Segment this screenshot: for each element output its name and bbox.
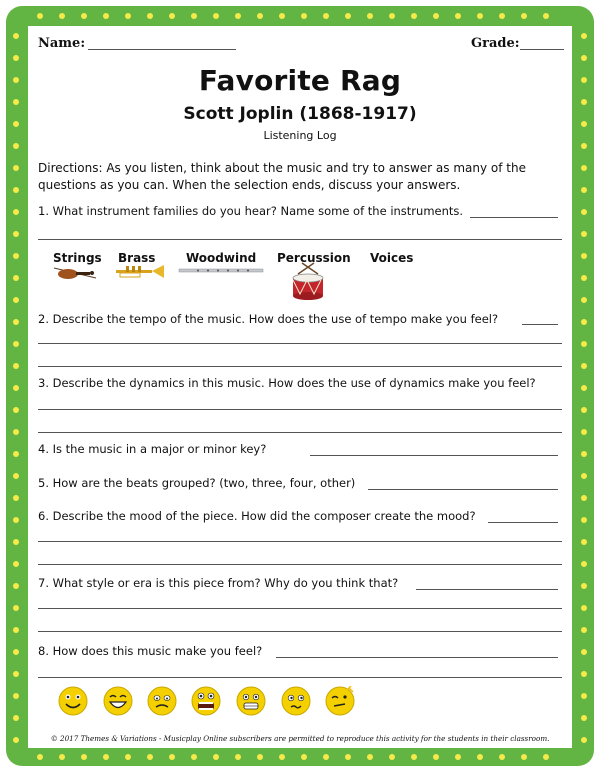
border-dot [477,13,483,19]
border-dot [581,121,587,127]
border-dot [13,143,19,149]
question-6: 6. Describe the mood of the piece. How did the composer create the mood? [38,509,476,523]
instrument-brass-label: Brass [118,251,156,265]
copyright-footer: © 2017 Themes & Variations - Musicplay Online subscribers are permitted to reproduce this activity for the students in their classroom. [50,734,550,743]
border-dot [13,693,19,699]
border-dot [59,754,65,760]
border-dot [81,754,87,760]
border-dot [13,363,19,369]
border-dot [13,385,19,391]
nervous-face-icon [236,686,266,716]
page-title: Favorite Rag [198,64,402,97]
border-dot [13,99,19,105]
question-7: 7. What style or era is this piece from? Why do you think that? [38,576,399,590]
border-dot [13,165,19,171]
border-dot [581,737,587,743]
border-dot [323,754,329,760]
border-dot [581,297,587,303]
border-dot [367,754,373,760]
answer-line[interactable] [38,366,562,367]
directions-text: Directions: As you listen, think about the music and try to answer as many of the questions as you can. When the selection ends, discuss your answers. [38,161,526,192]
answer-line[interactable] [38,608,562,609]
border-dot [257,13,263,19]
answer-line[interactable] [38,432,562,433]
answer-line[interactable] [38,343,562,344]
answer-line[interactable] [38,239,562,240]
border-dot [191,754,197,760]
border-dot [411,754,417,760]
border-dot [543,13,549,19]
border-dot [433,754,439,760]
border-dot [13,121,19,127]
border-dot [59,13,65,19]
grade-label: Grade: [471,36,520,51]
border-dot [13,33,19,39]
flute-icon [178,267,264,275]
border-dot [581,275,587,281]
border-dot [257,754,263,760]
border-dot [13,231,19,237]
happy-face-icon [58,686,88,716]
border-dot [13,517,19,523]
border-dot [521,13,527,19]
question-3: 3. Describe the dynamics in this music. How does the use of dynamics make you feel? [38,376,536,390]
answer-line[interactable] [38,677,562,678]
border-dot [581,649,587,655]
border-dot [13,407,19,413]
border-dot [345,754,351,760]
name-field[interactable] [88,49,236,50]
thinking-face-icon [325,686,355,716]
answer-5-inline[interactable] [368,489,558,490]
border-dot [389,13,395,19]
answer-6-inline[interactable] [488,522,558,523]
border-dot [455,13,461,19]
border-dot [13,473,19,479]
border-dot [367,13,373,19]
instrument-percussion-label: Percussion [277,251,351,265]
border-dot [301,754,307,760]
border-dot [581,627,587,633]
border-dot [279,754,285,760]
border-dot [37,754,43,760]
border-dot [581,473,587,479]
border-dot [411,13,417,19]
border-dot [13,253,19,259]
border-dot [581,605,587,611]
border-dot [581,561,587,567]
instrument-voices-label: Voices [370,251,414,265]
border-dot [477,754,483,760]
border-dot [499,13,505,19]
border-dot [581,429,587,435]
border-dot [13,539,19,545]
border-dot [433,13,439,19]
border-dot [13,627,19,633]
border-dot [581,363,587,369]
answer-7-inline[interactable] [416,589,558,590]
border-dot [13,341,19,347]
border-dot [13,275,19,281]
border-dot [169,13,175,19]
answer-8-inline[interactable] [276,657,558,658]
border-dot [499,754,505,760]
border-dot [147,754,153,760]
drum-icon [290,262,326,302]
border-dot [581,407,587,413]
instrument-woodwind-label: Woodwind [186,251,257,265]
border-dot [581,693,587,699]
border-dot [103,754,109,760]
border-dot [581,517,587,523]
instrument-strings-label: Strings [53,251,102,265]
answer-line[interactable] [38,409,562,410]
border-dot [581,33,587,39]
border-dot [581,143,587,149]
border-dot [13,451,19,457]
border-dot [581,671,587,677]
border-dot [581,539,587,545]
border-dot [301,13,307,19]
question-4: 4. Is the music in a major or minor key? [38,442,267,456]
border-dot [13,495,19,501]
border-dot [581,165,587,171]
border-dot [581,495,587,501]
border-dot [147,13,153,19]
grinning-face-icon [103,686,133,716]
scared-face-icon [191,686,221,716]
border-dot [389,754,395,760]
answer-line[interactable] [38,564,562,565]
border-dot [581,99,587,105]
border-dot [13,297,19,303]
border-dot [213,754,219,760]
border-dot [521,754,527,760]
border-dot [13,605,19,611]
border-dot [13,429,19,435]
border-dot [13,715,19,721]
border-dot [345,13,351,19]
listening-log-label: Listening Log [263,129,337,142]
name-label: Name: [38,36,86,51]
border-dot [581,55,587,61]
border-dot [581,187,587,193]
border-dot [103,13,109,19]
grade-field[interactable] [520,49,564,50]
border-dot [13,319,19,325]
border-dot [13,55,19,61]
border-dot [581,209,587,215]
border-dot [581,253,587,259]
worried-face-icon [147,686,177,716]
answer-line[interactable] [38,631,562,632]
answer-1-inline[interactable] [470,217,558,218]
confused-face-icon [281,686,311,716]
answer-2-inline[interactable] [522,324,558,325]
trumpet-icon [112,264,168,280]
answer-4-inline[interactable] [310,455,558,456]
border-dot [13,209,19,215]
border-dot [125,754,131,760]
border-dot [581,385,587,391]
border-dot [13,583,19,589]
border-dot [581,583,587,589]
border-dot [13,77,19,83]
question-2: 2. Describe the tempo of the music. How does the use of tempo make you feel? [38,312,499,326]
worksheet [28,26,572,748]
border-dot [581,451,587,457]
border-dot [13,187,19,193]
border-dot [213,13,219,19]
border-dot [13,649,19,655]
border-dot [81,13,87,19]
border-dot [13,737,19,743]
composer-subtitle: Scott Joplin (1868-1917) [183,104,417,124]
border-dot [455,754,461,760]
violin-icon [52,266,98,280]
question-1: 1. What instrument families do you hear? Name some of the instruments. [38,204,464,218]
border-dot [581,341,587,347]
border-dot [581,715,587,721]
border-dot [235,754,241,760]
border-dot [13,561,19,567]
border-dot [279,13,285,19]
border-dot [125,13,131,19]
border-dot [323,13,329,19]
border-dot [581,77,587,83]
border-dot [37,13,43,19]
border-dot [13,671,19,677]
question-5: 5. How are the beats grouped? (two, three, four, other) [38,476,356,490]
border-dot [581,319,587,325]
border-dot [543,754,549,760]
border-dot [169,754,175,760]
border-dot [191,13,197,19]
answer-line[interactable] [38,541,562,542]
border-dot [581,231,587,237]
question-8: 8. How does this music make you feel? [38,644,263,658]
border-dot [235,13,241,19]
